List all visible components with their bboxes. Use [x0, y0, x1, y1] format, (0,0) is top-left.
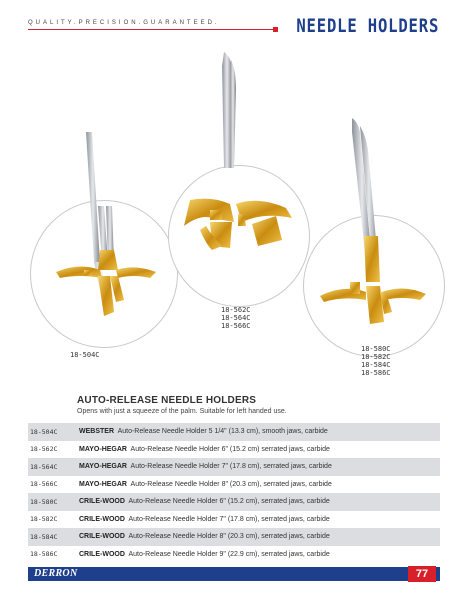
product-code: 18-564C	[30, 462, 58, 471]
figure-code: 18-584C	[361, 361, 391, 369]
page-title: NEEDLE HOLDERS	[296, 15, 439, 37]
product-detail: Auto-Release Needle Holder 9" (22.9 cm), serrated jaws, carbide	[128, 550, 330, 558]
product-code: 18-504C	[30, 427, 58, 436]
page-number: 77	[408, 566, 436, 582]
table-row	[28, 511, 440, 529]
product-detail: Auto-Release Needle Holder 7" (17.8 cm), serrated jaws, carbide	[128, 515, 330, 523]
product-description	[79, 428, 328, 435]
table-row	[28, 528, 440, 546]
product-brand: CRILE-WOOD	[79, 515, 125, 523]
table-row	[28, 493, 440, 511]
figure-code: 18-566C	[221, 322, 251, 330]
figure-code: 18-586C	[361, 369, 391, 377]
table-row	[28, 546, 440, 564]
product-detail: Auto-Release Needle Holder 8" (20.3 cm), serrated jaws, carbide	[128, 533, 330, 541]
product-description	[79, 463, 332, 470]
figure-code: 18-504C	[70, 351, 100, 359]
figure-code: 18-564C	[221, 314, 251, 322]
right-figure-codes	[361, 345, 391, 377]
table-row	[28, 423, 440, 441]
figure-code: 18-580C	[361, 345, 391, 353]
product-brand: MAYO-HEGAR	[79, 445, 127, 453]
product-brand: CRILE-WOOD	[79, 533, 125, 541]
figure-code: 18-562C	[221, 306, 251, 314]
section-title: AUTO-RELEASE NEEDLE HOLDERS	[77, 395, 257, 406]
product-code: 18-586C	[30, 550, 58, 559]
section-subtitle: Opens with just a squeeze of the palm. Suitable for left handed use.	[77, 408, 287, 415]
table-row	[28, 476, 440, 494]
product-detail: Auto-Release Needle Holder 6" (15.2 cm) serrated jaws, carbide	[130, 445, 330, 453]
mayo-hegar-needle-holder-image	[184, 52, 292, 250]
product-brand: CRILE-WOOD	[79, 550, 125, 558]
product-description	[79, 481, 332, 488]
product-detail: Auto-Release Needle Holder 6" (15.2 cm), serrated jaws, carbide	[128, 498, 330, 506]
product-description	[79, 516, 330, 523]
brand-logo: DERRON	[34, 568, 78, 579]
product-detail: Auto-Release Needle Holder 5 1/4" (13.3 cm), smooth jaws, carbide	[117, 428, 328, 436]
left-figure-codes	[70, 351, 100, 359]
product-description	[79, 551, 330, 558]
product-description	[79, 533, 330, 540]
product-brand: MAYO-HEGAR	[79, 463, 127, 471]
product-table	[28, 423, 440, 563]
product-code: 18-580C	[30, 497, 58, 506]
product-brand: CRILE-WOOD	[79, 498, 125, 506]
table-row	[28, 441, 440, 459]
product-brand: WEBSTER	[79, 428, 114, 436]
product-code: 18-582C	[30, 515, 58, 524]
footer-bar	[28, 567, 440, 581]
center-figure-codes	[221, 306, 251, 330]
product-brand: MAYO-HEGAR	[79, 480, 127, 488]
product-description	[79, 498, 330, 505]
product-detail: Auto-Release Needle Holder 7" (17.8 cm), serrated jaws, carbide	[130, 463, 332, 471]
product-code: 18-584C	[30, 532, 58, 541]
table-row	[28, 458, 440, 476]
product-code: 18-566C	[30, 480, 58, 489]
crile-wood-needle-holder-image	[320, 118, 426, 324]
product-code: 18-562C	[30, 445, 58, 454]
product-detail: Auto-Release Needle Holder 8" (20.3 cm), serrated jaws, carbide	[130, 480, 332, 488]
tagline: QUALITY.PRECISION.GUARANTEED.	[28, 20, 220, 26]
product-description	[79, 446, 330, 453]
figure-code: 18-582C	[361, 353, 391, 361]
webster-needle-holder-image	[56, 132, 156, 316]
